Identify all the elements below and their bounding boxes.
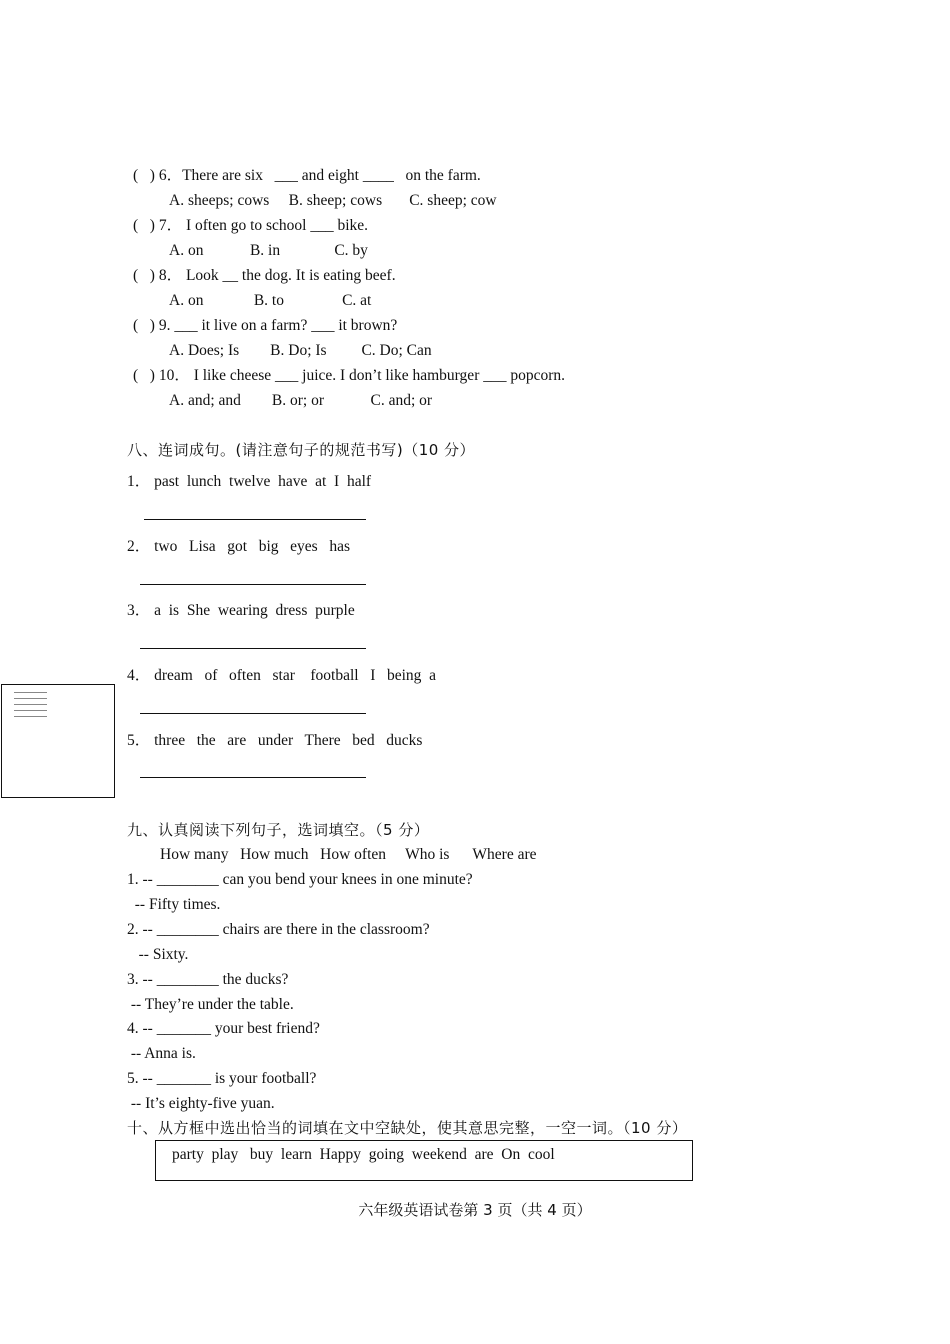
section-9-line: 1. -- ________ can you bend your knees in one minute?	[127, 871, 473, 888]
section-8-item-2: 2． two Lisa got big eyes has	[127, 538, 351, 555]
section-8-title: 八、连词成句。(请注意句子的规范书写)（10 分）	[127, 441, 476, 459]
answer-line-4[interactable]	[140, 713, 366, 714]
score-box-rule	[14, 692, 47, 693]
section-10-word-bank: party play buy learn Happy going weekend are On cool	[172, 1146, 555, 1163]
question-9-options: A. Does; Is B. Do; Is C. Do; Can	[169, 342, 432, 359]
score-box-rule	[14, 704, 47, 705]
answer-line-2[interactable]	[140, 584, 366, 585]
question-8-stem: ( ) 8． Look __ the dog. It is eating beef.	[133, 267, 396, 284]
section-9-line: -- Fifty times.	[127, 896, 221, 913]
section-9-line: 5. -- _______ is your football?	[127, 1070, 317, 1087]
section-10-title: 十、从方框中选出恰当的词填在文中空缺处，使其意思完整，一空一词。（10 分）	[127, 1119, 688, 1137]
question-10-stem: ( ) 10． I like cheese ___ juice. I don’t like hamburger ___ popcorn.	[133, 367, 566, 384]
score-box-rule	[14, 716, 47, 717]
score-box	[1, 684, 115, 798]
section-9-line: 2. -- ________ chairs are there in the classroom?	[127, 921, 430, 938]
score-box-rule	[14, 698, 47, 699]
section-9-line: -- Sixty.	[127, 946, 189, 963]
answer-line-5[interactable]	[140, 777, 366, 778]
question-10-options: A. and; and B. or; or C. and; or	[169, 392, 433, 409]
question-7-stem: ( ) 7． I often go to school ___ bike.	[133, 217, 369, 234]
section-9-line: -- They’re under the table.	[127, 996, 294, 1013]
question-7-options: A. on B. in C. by	[169, 242, 368, 259]
section-9-line: -- Anna is.	[127, 1045, 196, 1062]
question-6-options: A. sheeps; cows B. sheep; cows C. sheep; cow	[169, 192, 497, 209]
section-9-line: 3. -- ________ the ducks?	[127, 971, 289, 988]
page-footer: 六年级英语试卷第 3 页（共 4 页）	[358, 1201, 592, 1219]
section-8-item-3: 3． a is She wearing dress purple	[127, 602, 355, 619]
section-8-item-4: 4． dream of often star football I being a	[127, 667, 437, 684]
section-10-word-box	[155, 1140, 693, 1181]
question-8-options: A. on B. to C. at	[169, 292, 372, 309]
section-9-line: 4. -- _______ your best friend?	[127, 1020, 320, 1037]
score-box-rule	[14, 710, 47, 711]
section-9-title: 九、认真阅读下列句子，选词填空。（5 分）	[127, 821, 430, 839]
question-9-stem: ( ) 9. ___ it live on a farm? ___ it brown?	[133, 317, 398, 334]
section-8-item-5: 5． three the are under There bed ducks	[127, 732, 423, 749]
section-9-word-bank: How many How much How often Who is Where are	[160, 846, 537, 863]
answer-line-3[interactable]	[140, 648, 366, 649]
answer-line-1[interactable]	[144, 519, 366, 520]
section-8-item-1: 1． past lunch twelve have at I half	[127, 473, 372, 490]
question-6-stem: ( ) 6．There are six ___ and eight ____ on the farm.	[133, 167, 481, 184]
section-9-line: -- It’s eighty-five yuan.	[127, 1095, 275, 1112]
